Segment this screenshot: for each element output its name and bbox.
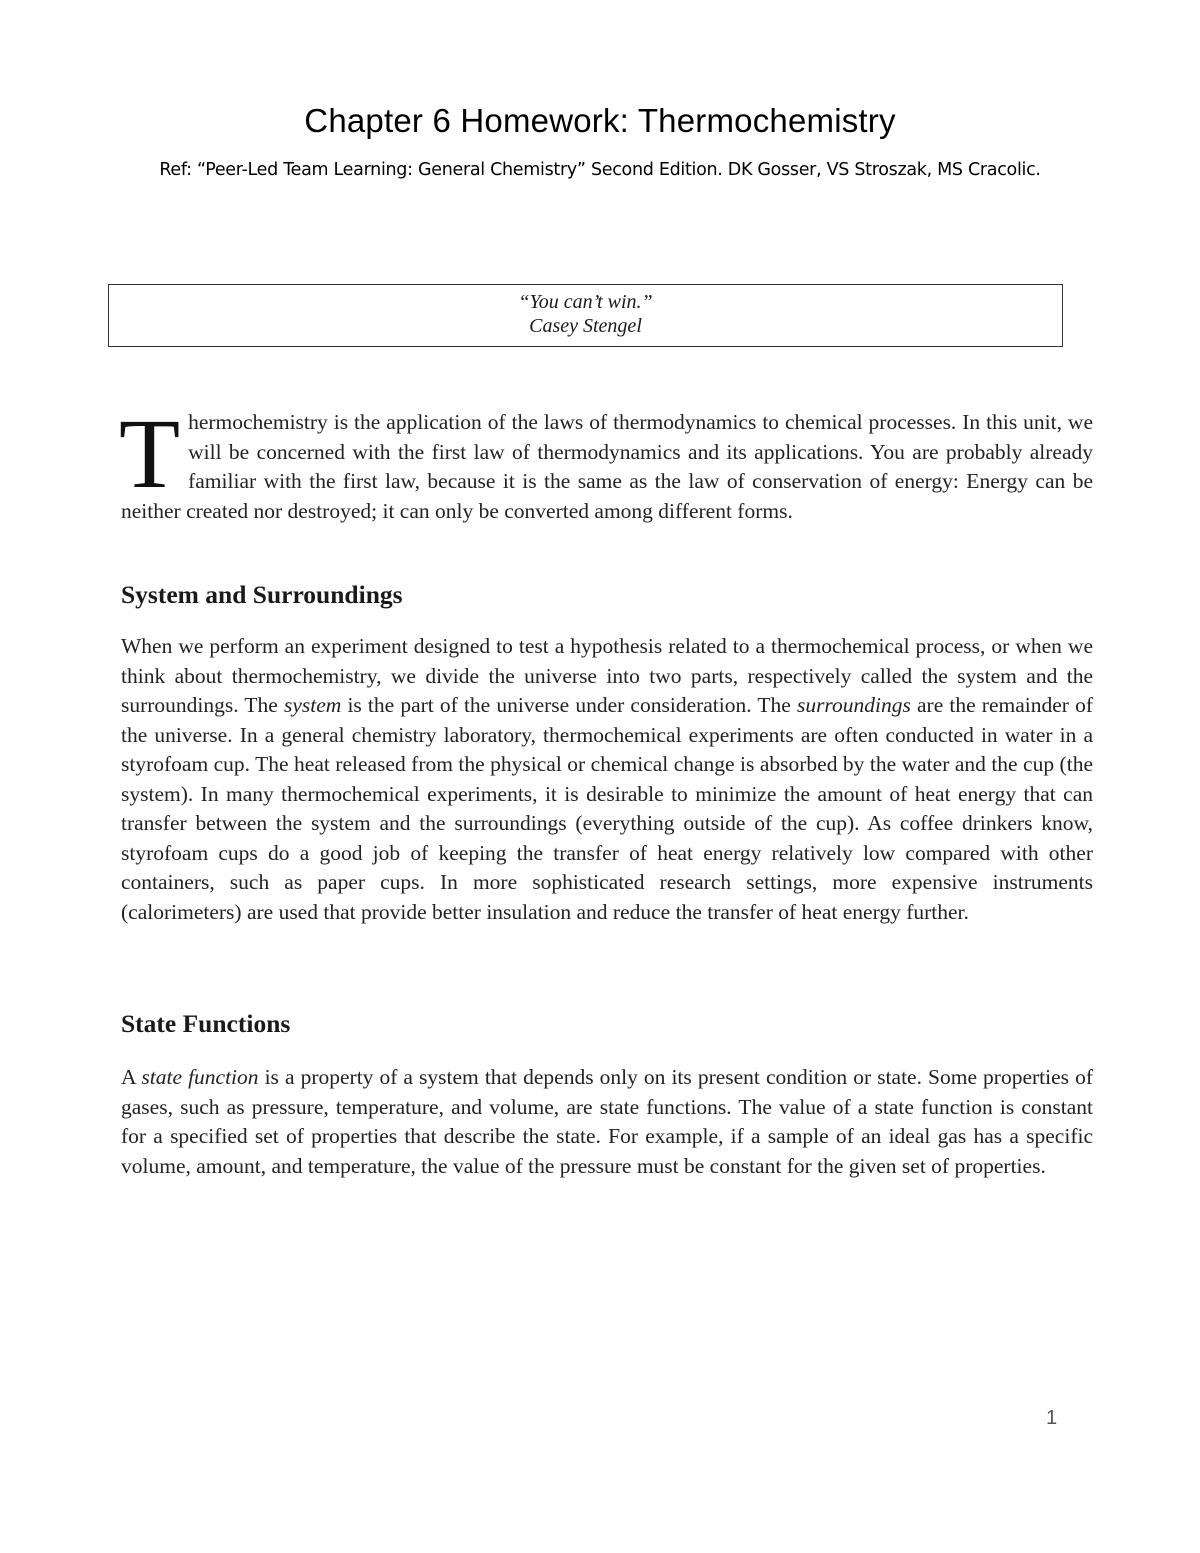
page-title: Chapter 6 Homework: Thermochemistry — [304, 102, 896, 139]
text-run: When we perform an experiment designed to test a hypothesis related to a thermochemical process, or when we think about thermochemistry, we divide the universe into two parts, respectively called the system and the surroundings. The — [121, 634, 1093, 717]
page-number: 1 — [1046, 1407, 1058, 1429]
text-run: A — [121, 1065, 142, 1089]
epigraph-author: Casey Stengel — [529, 315, 642, 337]
text-run: are the remainder of the universe. In a general chemistry laboratory, thermochemical experiments are often conducted in water in a styrofoam cup. The heat released from the physical or chemical change is absorbed by the water and the cup (the system). In many thermochemical experiments, it is desirable to minimize the amount of heat energy that can transfer between the system and the surroundings (everything outside of the cup). As coffee drinkers know, styrofoam cups do a good job of keeping the transfer of heat energy relatively low compared with other containers, such as paper cups. In more sophisticated research settings, more expensive instruments (calorimeters) are used that provide better insulation and reduce the transfer of heat energy further. — [121, 693, 1093, 924]
section-heading-state-functions: State Functions — [121, 1009, 291, 1038]
term-system: system — [283, 693, 342, 717]
epigraph-quote: “You can’t win.” — [518, 291, 653, 313]
intro-paragraph — [119, 398, 1093, 526]
epigraph-box — [108, 284, 1063, 347]
reference-line: Ref: “Peer-Led Team Learning: General Chemistry” Second Edition. DK Gosser, VS Stroszak, MS Cracolic. — [159, 160, 1041, 180]
text-run: is the part of the universe under consideration. The — [341, 693, 797, 717]
text-run: is a property of a system that depends only on its present condition or state. Some properties of gases, such as pressure, temperature, and volume, are state functions. The value of a state function is constant for a specified set of properties that describe the state. For example, if a sample of an ideal gas has a specific volume, amount, and temperature, the value of the pressure must be constant for the given set of properties. — [121, 1065, 1093, 1178]
term-surroundings: surroundings — [796, 693, 911, 717]
section-heading-system: System and Surroundings — [121, 580, 403, 609]
system-paragraph — [121, 632, 1093, 927]
intro-text: hermochemistry is the application of the laws of thermodynamics to chemical processes. In this unit, we will be concerned with the first law of thermodynamics and its applications. You are probably already familiar with the first law, because it is the same as the law of conservation of energy: Energy can be neither created nor destroyed; it can only be converted among different forms. — [121, 410, 1093, 523]
term-state-function: state function — [141, 1065, 259, 1089]
drop-cap: T — [119, 398, 181, 509]
state-functions-paragraph — [121, 1063, 1093, 1181]
